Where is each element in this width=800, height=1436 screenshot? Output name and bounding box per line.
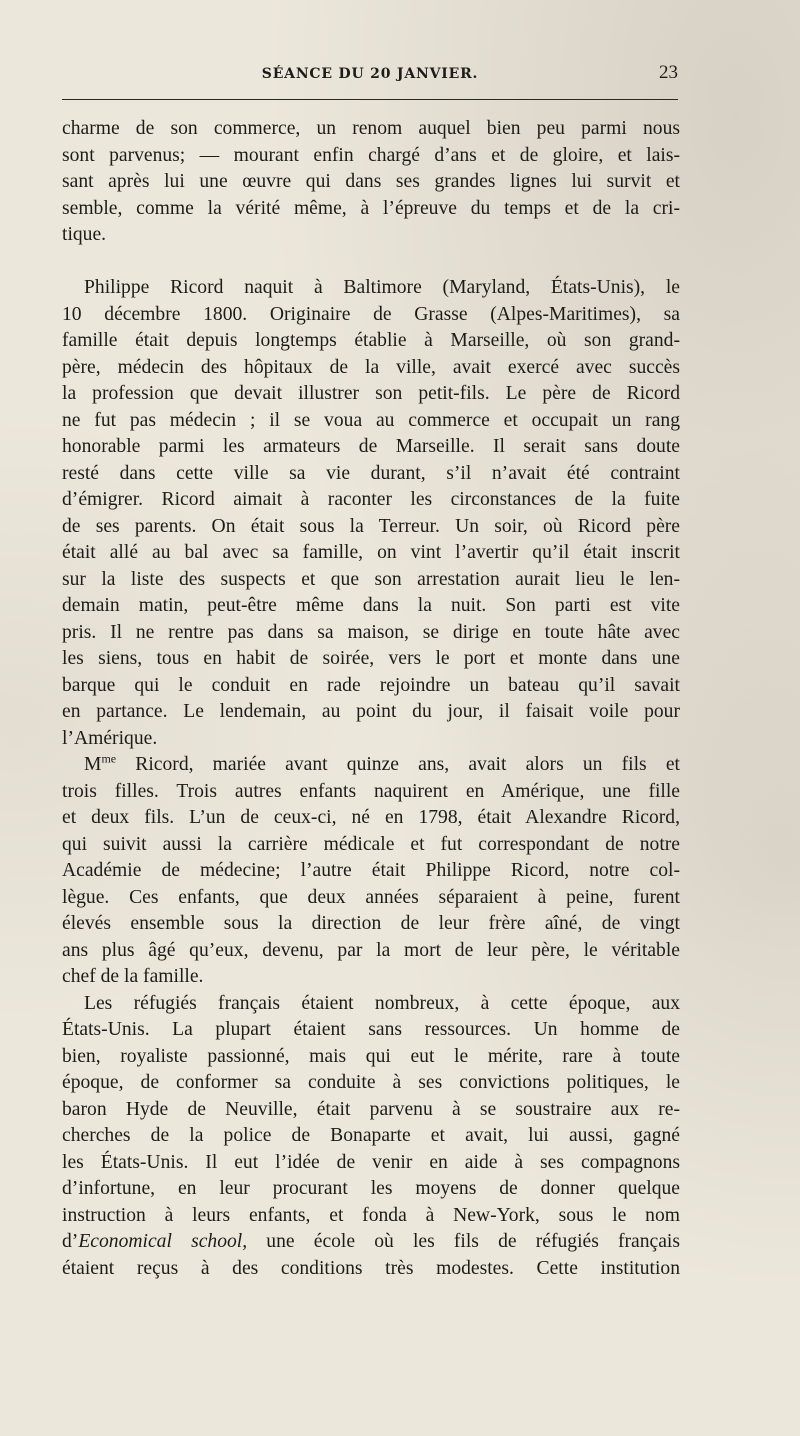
paragraph-2 xyxy=(62,275,680,752)
text-line: était allé au bal avec sa famille, on vint l’avertir qu’il était inscrit xyxy=(62,542,680,563)
text-line xyxy=(62,1229,680,1256)
text-line: ne fut pas médecin ; il se voua au commerce et occupait un rang xyxy=(62,409,680,431)
line-text: une école où les fils de réfugiés français xyxy=(247,1231,681,1252)
text-line: Les réfugiés français étaient nombreux, à cette époque, aux xyxy=(84,992,680,1014)
text-line: resté dans cette ville sa vie durant, s’il n’avait été contraint xyxy=(62,462,680,484)
title-abbrev: M xyxy=(84,754,102,775)
text-line: trois filles. Trois autres enfants naquirent en Amérique, une fille xyxy=(62,780,680,802)
text-line: baron Hyde de Neuville, était parvenu à se soustraire aux re- xyxy=(62,1098,680,1120)
paragraph-1 xyxy=(62,116,680,249)
paragraph-4 xyxy=(62,991,680,1283)
text-line: 10 décembre 1800. Originaire de Grasse (Alpes-Maritimes), sa xyxy=(62,303,680,325)
text-line: Philippe Ricord naquit à Baltimore (Maryland, États-Unis), le xyxy=(84,277,680,298)
text-line: d’émigrer. Ricord aimait à raconter les circonstances de la fuite xyxy=(62,489,680,510)
text-line: sant après lui une œuvre qui dans ses grandes lignes lui survit et xyxy=(62,171,680,192)
text-line: ans plus âgé qu’eux, devenu, par la mort de leur père, le véritable xyxy=(62,939,680,961)
text-line: les siens, tous en habit de soirée, vers le port et monte dans une xyxy=(62,648,680,669)
text-line: élevés ensemble sous la direction de leur frère aîné, de vingt xyxy=(62,913,680,934)
text-line: lègue. Ces enfants, que deux années séparaient à peine, furent xyxy=(62,886,680,908)
body-text xyxy=(62,116,680,1282)
line-text: d’ xyxy=(62,1231,79,1252)
running-title: SÉANCE DU 20 JANVIER. xyxy=(261,66,479,82)
line-text: Ricord, mariée avant quinze ans, avait alors un fils et xyxy=(116,754,680,775)
text-line: États-Unis. La plupart étaient sans ressources. Un homme de xyxy=(62,1019,680,1040)
text-line: pris. Il ne rentre pas dans sa maison, se dirige en toute hâte avec xyxy=(62,621,680,643)
text-line: barque qui le conduit en rade rejoindre un bateau qu’il savait xyxy=(62,674,680,696)
text-line: de ses parents. On était sous la Terreur. Un soir, où Ricord père xyxy=(62,515,680,537)
school-name-italic: Economical school, xyxy=(78,1231,248,1252)
text-line: qui suivit aussi la carrière médicale et fut correspondant de notre xyxy=(62,833,680,855)
text-line: les États-Unis. Il eut l’idée de venir en aide à ses compagnons xyxy=(62,1151,680,1173)
text-line: et deux fils. L’un de ceux-ci, né en 1798, était Alexandre Ricord, xyxy=(62,807,680,828)
paragraph-3 xyxy=(62,752,680,991)
title-abbrev-superscript: me xyxy=(101,751,117,766)
text-line: honorable parmi les armateurs de Marseille. Il serait sans doute xyxy=(62,436,680,457)
text-line xyxy=(62,752,680,779)
text-line: sont parvenus; — mourant enfin chargé d’ans et de gloire, et lais- xyxy=(62,144,680,166)
text-line: sur la liste des suspects et que son arrestation aurait lieu le len- xyxy=(62,568,680,590)
text-line: demain matin, peut-être même dans la nuit. Son parti est vite xyxy=(62,595,680,616)
text-line: l’Amérique. xyxy=(62,727,158,749)
text-line: étaient reçus à des conditions très modestes. Cette institution xyxy=(62,1257,680,1279)
text-line: famille était depuis longtemps établie à Marseille, où son grand- xyxy=(62,330,680,351)
text-line: tique. xyxy=(62,224,107,245)
text-line: instruction à leurs enfants, et fonda à New-York, sous le nom xyxy=(62,1204,680,1226)
text-line: père, médecin des hôpitaux de la ville, avait exercé avec succès xyxy=(62,356,680,378)
text-line: cherches de la police de Bonaparte et avait, lui aussi, gagné xyxy=(62,1125,680,1146)
text-line: la profession que devait illustrer son petit-fils. Le père de Ricord xyxy=(62,383,680,404)
paragraph-gap xyxy=(62,249,680,276)
text-line: chef de la famille. xyxy=(62,966,204,987)
text-line: époque, de conformer sa conduite à ses convictions politiques, le xyxy=(62,1072,680,1093)
header-rule xyxy=(62,99,678,100)
text-line: semble, comme la vérité même, à l’épreuve du temps et de la cri- xyxy=(62,197,680,219)
text-line: charme de son commerce, un renom auquel bien peu parmi nous xyxy=(62,118,680,139)
page-number: 23 xyxy=(659,62,678,83)
text-line: Académie de médecine; l’autre était Philippe Ricord, notre col- xyxy=(62,860,680,881)
text-line: d’infortune, en leur procurant les moyens de donner quelque xyxy=(62,1178,680,1199)
text-line: en partance. Le lendemain, au point du jour, il faisait voile pour xyxy=(62,701,680,722)
text-line: bien, royaliste passionné, mais qui eut le mérite, rare à toute xyxy=(62,1045,680,1067)
running-head xyxy=(62,62,678,92)
